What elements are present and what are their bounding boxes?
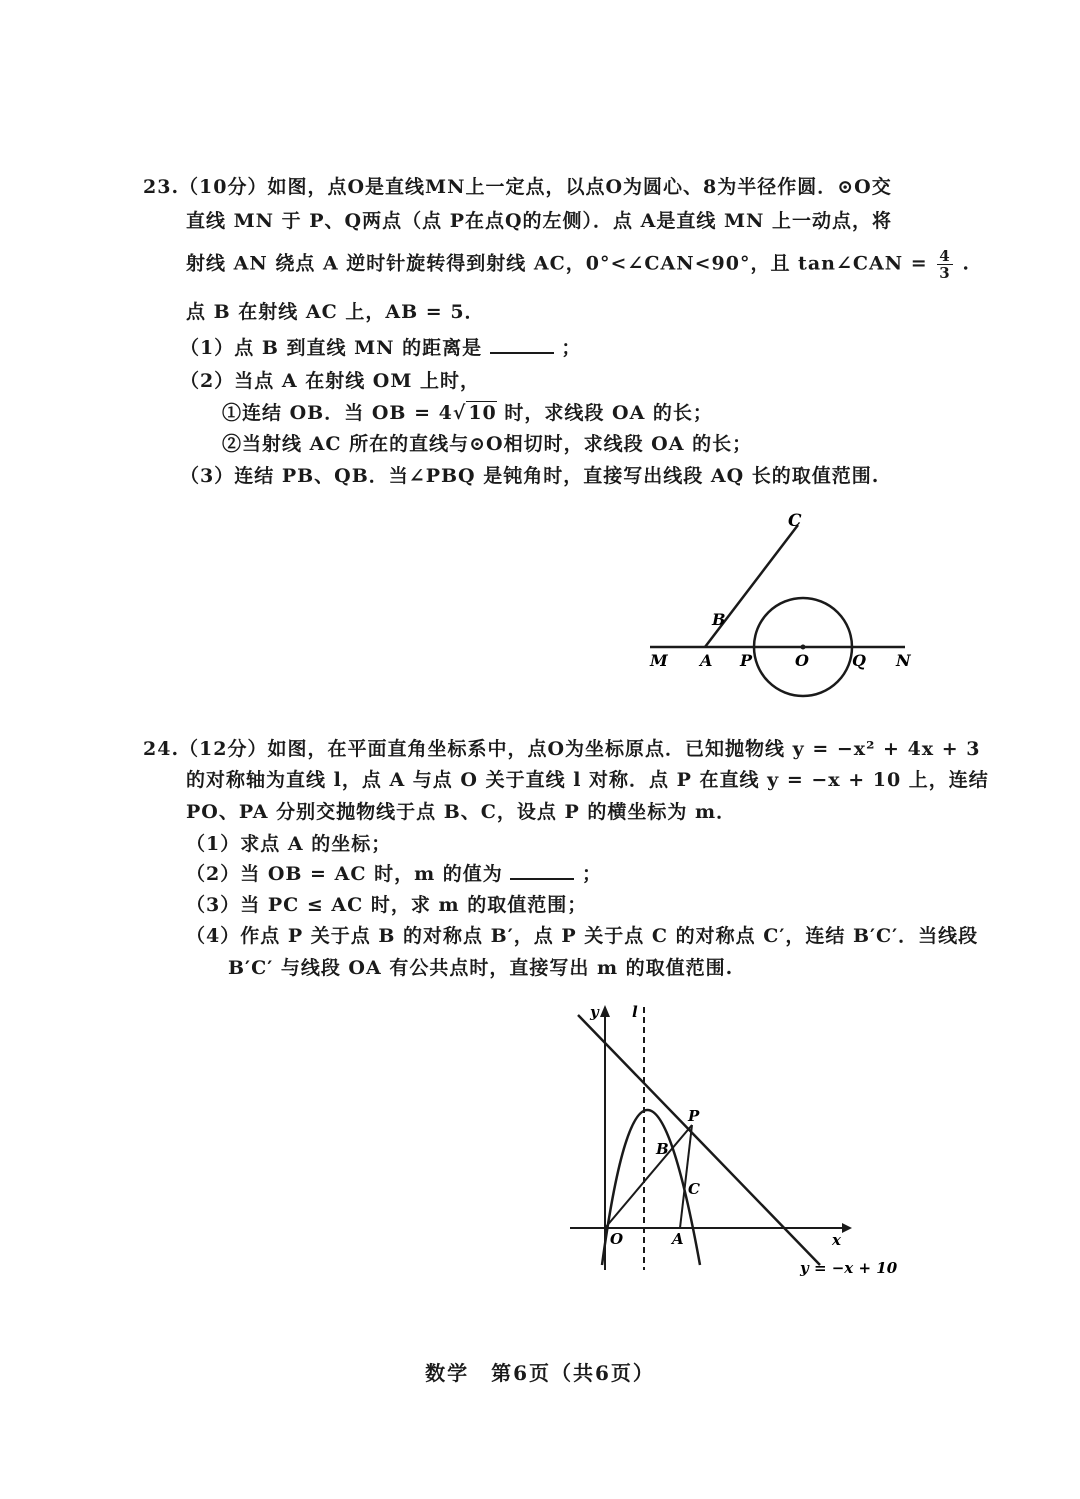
center-dot (801, 645, 806, 650)
label-p: P (688, 1107, 700, 1125)
label-o: O (795, 651, 809, 670)
q24-part4: （4）作点 P 关于点 B 的对称点 B′，点 P 关于点 C 的对称点 C′，连结 B′C′．当线段 (186, 925, 979, 947)
q24-line3: PO、PA 分别交抛物线于点 B、C，设点 P 的横坐标为 m． (186, 801, 737, 823)
q23-part2-1-text: ①连结 OB．当 OB = 4 (222, 402, 453, 424)
label-line-eq: y = −x + 10 (800, 1259, 898, 1277)
q24-line2: 的对称轴为直线 l，点 A 与点 O 关于直线 l 对称．点 P 在直线 y = −x + 10 上，连结 (186, 769, 989, 791)
x-axis-arrow (842, 1223, 852, 1233)
q23-part1-end: ； (561, 337, 582, 359)
q23-line3-text: 射线 AN 绕点 A 逆时针旋转得到射线 AC，0°<∠CAN<90°，且 tan∠CAN = (186, 252, 928, 275)
q23-part3: （3）连结 PB、QB．当∠PBQ 是钝角时，直接写出线段 AQ 长的取值范围. (180, 465, 880, 487)
q24-part4-cont: B′C′ 与线段 OA 有公共点时，直接写出 m 的取值范围. (228, 957, 734, 979)
y-axis-arrow (600, 1005, 610, 1017)
label-p: P (740, 651, 753, 670)
label-b: B (712, 610, 726, 629)
q24-part2-text: （2）当 OB = AC 时，m 的值为 (186, 863, 503, 885)
q23-line4: 点 B 在射线 AC 上，AB = 5． (186, 301, 485, 323)
label-y: y (590, 1003, 599, 1021)
q24-part3: （3）当 PC ≤ AC 时，求 m 的取值范围； (186, 894, 588, 916)
q23-tan-fraction (937, 248, 952, 281)
q24-answer-blank (510, 862, 574, 880)
label-a: A (700, 651, 713, 670)
q24-figure (560, 995, 900, 1290)
q23-sqrt-sign: √ (452, 402, 467, 424)
label-b: B (656, 1140, 669, 1158)
label-c: C (688, 1180, 700, 1198)
label-n: N (896, 651, 911, 670)
q23-line2: 直线 MN 于 P、Q两点（点 P在点Q的左侧）．点 A是直线 MN 上一动点，将 (186, 210, 893, 232)
q24-part2-end: ； (582, 863, 603, 885)
q23-part2: （2）当点 A 在射线 OM 上时， (180, 370, 481, 392)
q23-line3 (186, 248, 970, 281)
label-m: M (650, 651, 668, 670)
q23-header: 23.（10分）如图，点O是直线MN上一定点，以点O为圆心、8为半径作圆．⊙O交 (143, 176, 892, 198)
q24-header: 24.（12分）如图，在平面直角坐标系中，点O为坐标原点．已知抛物线 y = −x² + 4x + 3 (143, 738, 981, 760)
q23-radicand: 10 (468, 402, 497, 424)
q23-part1 (180, 333, 581, 360)
q23-part2-2: ②当射线 AC 所在的直线与⊙O相切时，求线段 OA 的长； (222, 433, 753, 455)
q23-figure (640, 500, 920, 710)
q23-part2-1-end: 时，求线段 OA 的长； (504, 402, 713, 424)
label-a: A (672, 1230, 684, 1248)
q23-part2-1 (222, 398, 713, 425)
page-footer: 数学 第6页（共6页） (425, 1361, 655, 1385)
q24-part2 (186, 859, 602, 886)
q23-frac-den: 3 (939, 264, 951, 282)
q23-line3-end: . (962, 252, 970, 275)
q23-answer-blank (490, 336, 554, 354)
label-q: Q (852, 651, 866, 670)
q24-part1: （1）求点 A 的坐标； (186, 833, 392, 855)
q23-part1-text: （1）点 B 到直线 MN 的距离是 (180, 337, 483, 359)
label-l: l (632, 1003, 638, 1021)
label-c: C (788, 511, 802, 531)
q23-frac-num: 4 (939, 247, 951, 265)
label-x: x (832, 1231, 841, 1249)
label-o: O (610, 1230, 624, 1248)
